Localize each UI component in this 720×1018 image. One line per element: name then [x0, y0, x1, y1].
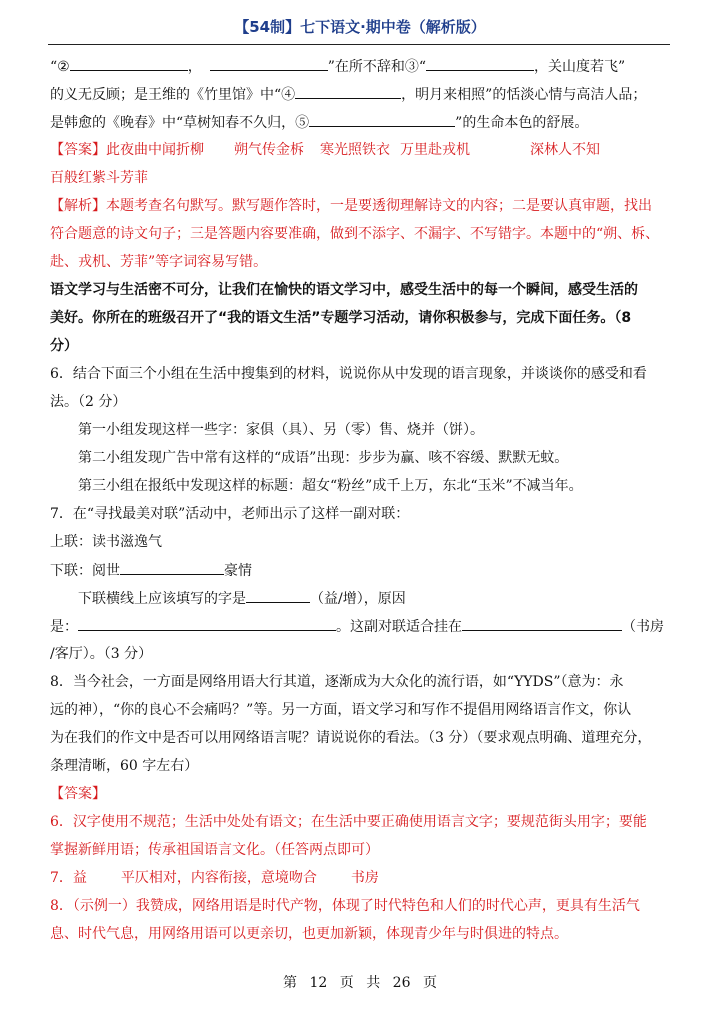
q5-text: 是韩愈的《晚春》中“草树知春不久归，⑤ — [50, 115, 310, 131]
answer-text: 7．益 — [50, 870, 87, 886]
question-text: 6．结合下面三个小组在生活中搜集到的材料，说说你从中发现的语言现象，并谈谈你的感受和看 — [50, 366, 647, 382]
couplet-lower: 下联：阅世 — [50, 563, 120, 579]
activity-intro-line-1 — [50, 276, 672, 304]
answer-text: 6．汉字使用不规范；生活中处处有语文；在生活中要正确使用语言文字；要规范街头用字；要能 — [50, 814, 647, 830]
answer-text: 平仄相对，内容衔接，意境吻合 — [120, 870, 317, 886]
activity-intro-line-2 — [50, 304, 672, 332]
couplet-upper: 上联：读书滋逸气 — [50, 534, 162, 550]
answer-item: 朔气传金柝 — [234, 142, 304, 158]
q5-text: ”的生命本色的舒展。 — [455, 115, 589, 131]
question-text: 是： — [50, 619, 78, 635]
q7-reason-2 — [50, 640, 672, 668]
q8-line-3 — [50, 724, 672, 752]
q5-analysis-line-2 — [50, 220, 672, 248]
answer-item: 百般红紫斗芳菲 — [50, 170, 148, 186]
q7-lower — [50, 556, 672, 584]
answer-item: 寒光照铁衣 — [320, 142, 390, 158]
q6-line-2 — [50, 388, 672, 416]
q7-reason — [50, 612, 672, 640]
answer-item: 此夜曲中闻折柳 — [106, 142, 204, 158]
question-text: 条理清晰，60 字左右） — [50, 758, 199, 774]
q5-text: ， — [187, 59, 202, 75]
activity-intro-line-3 — [50, 332, 672, 360]
analysis-text: 符合题意的诗文句子；三是答题内容要准确，做到不添字、不漏字、不写错字。本题中的“朔、柝、 — [50, 226, 660, 242]
q8-line-1 — [50, 668, 672, 696]
answer-item: 万里赴戎机 — [400, 142, 470, 158]
footer-text: 共 — [366, 975, 381, 991]
q7-line-1 — [50, 500, 672, 528]
answer-text: 息、时代气息，用网络用语可以更亲切，也更加新颖，体现青少年与时俱进的特点。 — [50, 926, 568, 942]
answer-text: 8．（示例一）我赞成，网络用语是时代产物，体现了时代特色和人们的时代心声，更具有生活气 — [50, 898, 640, 914]
question-text: （书房 — [622, 619, 664, 635]
question-text: （益/增），原因 — [310, 591, 406, 607]
question-text: 8．当今社会，一方面是网络用语大行其道，逐渐成为大众化的流行语，如“YYDS”（意为：永 — [50, 674, 624, 690]
blank-5 — [309, 108, 455, 127]
page-content — [50, 52, 672, 948]
q6-group-3 — [50, 472, 672, 500]
question-text: 远的神），“你的良心不会痛吗？”等。另一方面，语文学习和写作不提倡用网络语言作文，你认 — [50, 702, 632, 718]
page-footer — [0, 972, 720, 992]
answer-8-line-1 — [50, 892, 672, 920]
answers-label — [50, 780, 672, 808]
blank-couplet — [120, 556, 224, 575]
answer-label: 【答案】 — [50, 142, 106, 158]
analysis-text: 本题考查名句默写。默写题作答时，一是要透彻理解诗文的内容；二是要认真审题，找出 — [106, 198, 652, 214]
couplet-lower: 豪情 — [224, 563, 252, 579]
q5-text: ，明月来相照”的恬淡心情与高洁人品； — [401, 87, 647, 103]
answer-6-line-1 — [50, 808, 672, 836]
q8-line-2 — [50, 696, 672, 724]
q5-text: ，关山度若飞” — [534, 59, 626, 75]
answer-label: 【答案】 — [50, 786, 106, 802]
question-text: 第一小组发现这样一些字：家俱（具）、另（零）售、烧并（饼）。 — [78, 422, 484, 438]
analysis-text: 赴、戎机、芳菲”等字词容易写错。 — [50, 254, 268, 270]
footer-text: 页 — [339, 975, 354, 991]
q7-upper — [50, 528, 672, 556]
answer-text: 掌握新鲜用语；传承祖国语言文化。（任答两点即可） — [50, 842, 379, 858]
q5-answer-line-2 — [50, 164, 672, 192]
intro-text: 语文学习与生活密不可分，让我们在愉快的语文学习中，感受生活中的每一个瞬间，感受生活的 — [50, 282, 638, 298]
q5-line-3 — [50, 108, 672, 136]
answer-text: 书房 — [350, 870, 379, 886]
question-text: 第二小组发现广告中常有这样的“成语”出现：步步为赢、咳不容缓、默默无蚊。 — [78, 450, 569, 466]
q5-text: ”在所不辞和③“ — [327, 59, 427, 75]
blank-3 — [426, 52, 534, 71]
q5-line-1 — [50, 52, 672, 80]
analysis-label: 【解析】 — [50, 198, 106, 214]
blank-2 — [70, 52, 188, 71]
question-text: 为在我们的作文中是否可以用网络语言呢？请说说你的看法。（3 分）（要求观点明确、道理充分， — [50, 730, 652, 746]
header-divider — [48, 44, 670, 45]
q5-answer-line-1 — [50, 136, 672, 164]
question-text: /客厅）。（3 分） — [50, 646, 153, 662]
q6-line-1 — [50, 360, 672, 388]
answer-7 — [50, 864, 672, 892]
question-text: 法。（2 分） — [50, 394, 127, 410]
footer-text: 页 — [422, 975, 437, 991]
question-text: 。这副对联适合挂在 — [336, 619, 462, 635]
q7-fill — [50, 584, 672, 612]
footer-total-pages: 26 — [392, 975, 411, 991]
q5-text: 的义无反顾；是王维的《竹里馆》中“④ — [50, 87, 296, 103]
q6-group-1 — [50, 416, 672, 444]
blank-place — [462, 612, 622, 631]
q5-analysis-line-1 — [50, 192, 672, 220]
answer-6-line-2 — [50, 836, 672, 864]
question-text: 第三小组在报纸中发现这样的标题：超女“粉丝”成千上万，东北“玉米”不减当年。 — [78, 478, 583, 494]
q6-group-2 — [50, 444, 672, 472]
question-text: 7．在“寻找最美对联”活动中，老师出示了这样一副对联： — [50, 506, 410, 522]
q5-analysis-line-3 — [50, 248, 672, 276]
footer-page-number: 12 — [309, 975, 328, 991]
answer-8-line-2 — [50, 920, 672, 948]
q5-text: “② — [50, 59, 70, 75]
intro-text: 分） — [50, 338, 78, 354]
page-header-title: 【54制】七下语文·期中卷（解析版） — [234, 18, 486, 36]
blank-reason — [78, 612, 336, 631]
blank-char — [246, 584, 310, 603]
q8-line-4 — [50, 752, 672, 780]
blank-4 — [295, 80, 401, 99]
footer-text: 第 — [283, 975, 298, 991]
blank-2b — [210, 52, 328, 71]
q5-line-2 — [50, 80, 672, 108]
intro-text: 美好。你所在的班级召开了“我的语文生活”专题学习活动，请你积极参与，完成下面任务。（8 — [50, 310, 632, 326]
question-text: 下联横线上应该填写的字是 — [78, 591, 246, 607]
answer-item: 深林人不知 — [530, 142, 600, 158]
